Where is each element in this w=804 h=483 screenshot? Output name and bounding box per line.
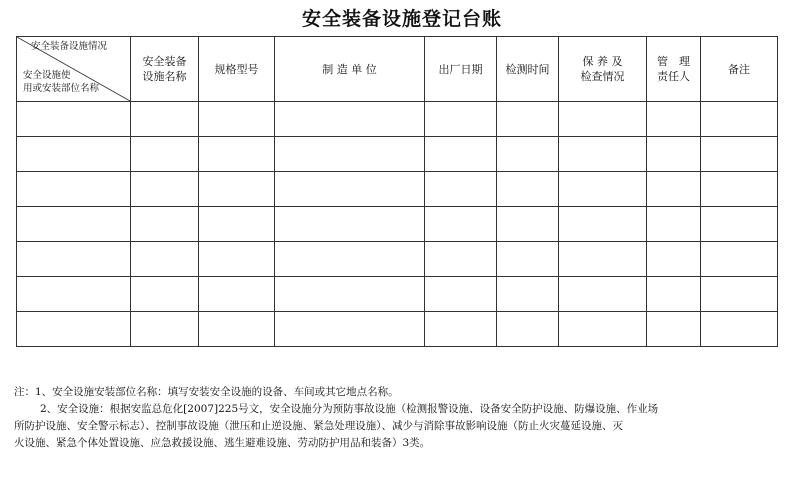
table-cell[interactable] bbox=[199, 242, 275, 277]
table-cell[interactable] bbox=[701, 277, 778, 312]
notes-section bbox=[14, 384, 786, 452]
table-cell[interactable] bbox=[559, 277, 647, 312]
table-cell[interactable] bbox=[17, 242, 131, 277]
header-line: 出厂日期 bbox=[438, 62, 483, 76]
table-cell[interactable] bbox=[199, 172, 275, 207]
table-row bbox=[17, 102, 778, 137]
column-header-manufacturer bbox=[275, 37, 425, 102]
table-cell[interactable] bbox=[425, 242, 497, 277]
table-cell[interactable] bbox=[497, 137, 559, 172]
table-cell[interactable] bbox=[497, 172, 559, 207]
table-cell[interactable] bbox=[131, 277, 199, 312]
table-cell[interactable] bbox=[275, 242, 425, 277]
table-cell[interactable] bbox=[647, 207, 701, 242]
table-cell[interactable] bbox=[131, 242, 199, 277]
table-cell[interactable] bbox=[559, 207, 647, 242]
header-line: 备注 bbox=[728, 62, 750, 76]
table-cell[interactable] bbox=[425, 172, 497, 207]
note-line-3: 所防护设施、安全警示标志）、控制事故设施（泄压和止逆设施、紧急处理设施）、减少与消除事故影响设施（防止火灾蔓延设施、灭 bbox=[14, 420, 623, 432]
table-cell[interactable] bbox=[425, 312, 497, 347]
table-cell[interactable] bbox=[17, 277, 131, 312]
table-cell[interactable] bbox=[131, 207, 199, 242]
header-line: 检测时间 bbox=[505, 62, 550, 76]
table-cell[interactable] bbox=[17, 102, 131, 137]
table-cell[interactable] bbox=[559, 242, 647, 277]
table-cell[interactable] bbox=[559, 312, 647, 347]
table-cell[interactable] bbox=[701, 102, 778, 137]
header-line: 制 造 单 位 bbox=[322, 62, 377, 76]
ledger-table bbox=[16, 36, 778, 347]
table-row bbox=[17, 137, 778, 172]
table-cell[interactable] bbox=[275, 137, 425, 172]
table-cell[interactable] bbox=[275, 172, 425, 207]
table-cell[interactable] bbox=[17, 207, 131, 242]
header-line: 设施名称 bbox=[142, 70, 187, 83]
table-cell[interactable] bbox=[647, 242, 701, 277]
table-row bbox=[17, 312, 778, 347]
table-cell[interactable] bbox=[425, 137, 497, 172]
column-header-production-date bbox=[425, 37, 497, 102]
table-cell[interactable] bbox=[131, 137, 199, 172]
table-cell[interactable] bbox=[647, 277, 701, 312]
note-line-1: 注：1、安全设施安装部位名称：填写安装安全设施的设备、车间或其它地点名称。 bbox=[14, 386, 399, 398]
column-header-remarks bbox=[701, 37, 778, 102]
note-line-2: 2、安全设施：根据安监总危化[2007]225号文，安全设施分为预防事故设施（检测报警设施、设备安全防护设施、防爆设施、作业场 bbox=[40, 403, 659, 415]
table-row bbox=[17, 277, 778, 312]
table-cell[interactable] bbox=[701, 207, 778, 242]
table-cell[interactable] bbox=[497, 277, 559, 312]
table-cell[interactable] bbox=[497, 312, 559, 347]
column-header-maintenance bbox=[559, 37, 647, 102]
table-cell[interactable] bbox=[497, 207, 559, 242]
header-row bbox=[17, 37, 778, 102]
note-line-4: 火设施、紧急个体处置设施、应急救援设施、逃生避难设施、劳动防护用品和装备）3类。 bbox=[14, 437, 431, 449]
column-header-responsible-person bbox=[647, 37, 701, 102]
table-cell[interactable] bbox=[275, 102, 425, 137]
column-header-inspection-time bbox=[497, 37, 559, 102]
table-cell[interactable] bbox=[131, 312, 199, 347]
table-cell[interactable] bbox=[17, 312, 131, 347]
table-cell[interactable] bbox=[275, 312, 425, 347]
header-line: 检查情况 bbox=[580, 70, 625, 83]
table-cell[interactable] bbox=[497, 102, 559, 137]
table-cell[interactable] bbox=[199, 207, 275, 242]
diagonal-header-bottom-line2: 用或安装部位名称 bbox=[23, 83, 100, 94]
column-header-spec-model bbox=[199, 37, 275, 102]
table-cell[interactable] bbox=[559, 102, 647, 137]
table-cell[interactable] bbox=[199, 277, 275, 312]
diagonal-header-cell bbox=[17, 37, 131, 102]
table-cell[interactable] bbox=[701, 172, 778, 207]
diagonal-header-top-label: 安全装备设施情况 bbox=[31, 41, 108, 52]
table-row bbox=[17, 242, 778, 277]
table-cell[interactable] bbox=[425, 207, 497, 242]
header-line: 责任人 bbox=[657, 70, 690, 83]
header-line: 保 养 及 bbox=[582, 55, 623, 68]
table-cell[interactable] bbox=[559, 137, 647, 172]
header-line: 规格型号 bbox=[214, 62, 259, 76]
table-cell[interactable] bbox=[199, 102, 275, 137]
header-line: 安全装备 bbox=[142, 55, 187, 68]
table-cell[interactable] bbox=[647, 172, 701, 207]
table-row bbox=[17, 207, 778, 242]
table-cell[interactable] bbox=[701, 312, 778, 347]
ledger-body bbox=[17, 102, 778, 347]
column-header-equipment-name bbox=[131, 37, 199, 102]
table-cell[interactable] bbox=[275, 277, 425, 312]
table-cell[interactable] bbox=[647, 102, 701, 137]
diagonal-header-bottom-line1: 安全设施使 bbox=[23, 70, 71, 81]
table-cell[interactable] bbox=[199, 312, 275, 347]
table-cell[interactable] bbox=[497, 242, 559, 277]
page-title: 安全装备设施登记台账 bbox=[301, 8, 502, 30]
table-cell[interactable] bbox=[131, 102, 199, 137]
table-cell[interactable] bbox=[701, 137, 778, 172]
table-cell[interactable] bbox=[199, 137, 275, 172]
table-cell[interactable] bbox=[17, 137, 131, 172]
table-cell[interactable] bbox=[131, 172, 199, 207]
table-cell[interactable] bbox=[425, 277, 497, 312]
header-line: 管 理 bbox=[657, 55, 690, 68]
table-cell[interactable] bbox=[559, 172, 647, 207]
table-cell[interactable] bbox=[701, 242, 778, 277]
table-cell[interactable] bbox=[425, 102, 497, 137]
table-row bbox=[17, 172, 778, 207]
table-cell[interactable] bbox=[275, 207, 425, 242]
table-cell[interactable] bbox=[647, 137, 701, 172]
table-cell[interactable] bbox=[647, 312, 701, 347]
table-cell[interactable] bbox=[17, 172, 131, 207]
diagonal-header-bottom-label bbox=[23, 69, 127, 95]
